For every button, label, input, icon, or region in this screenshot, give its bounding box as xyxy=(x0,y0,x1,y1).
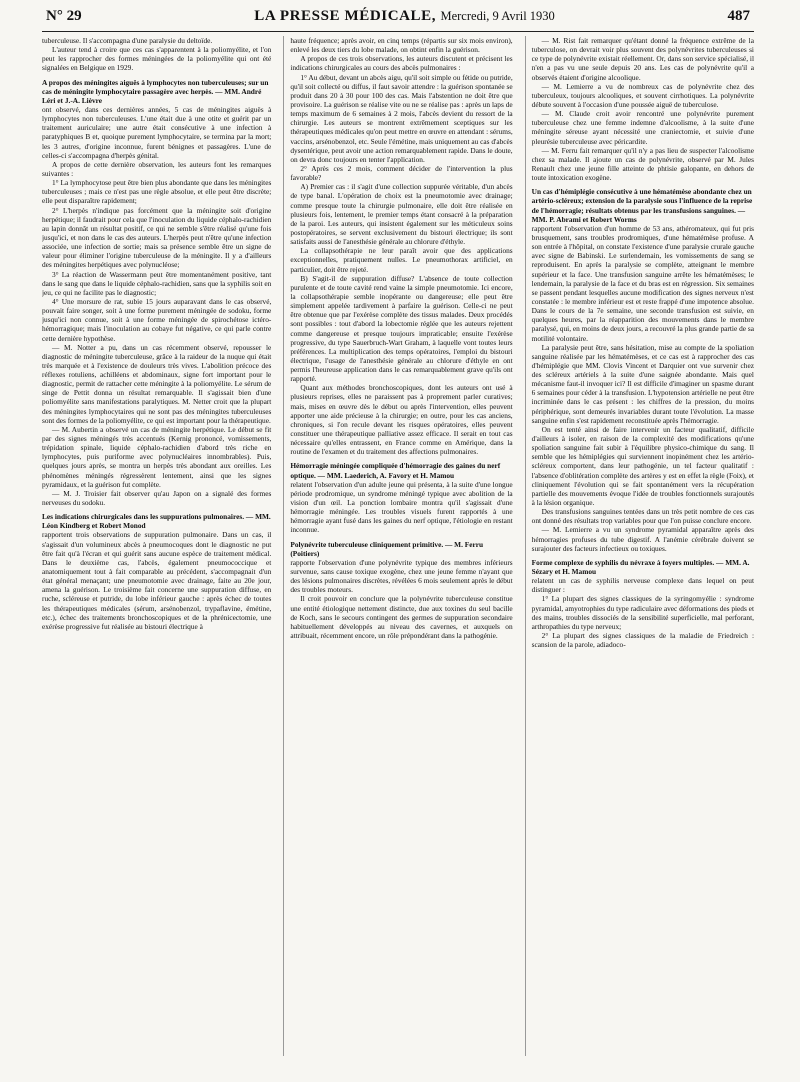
paragraph: tuberculeuse. Il s'accompagna d'une paralysie du deltoïde. xyxy=(42,36,213,45)
paragraph: relatent un cas de syphilis nerveuse complexe dans lequel on peut distinguer : xyxy=(531,576,754,595)
column-3 xyxy=(525,36,754,1056)
paragraph: Il croit pouvoir en conclure que la polynévrite tuberculeuse constitue une entité étiologique nettement distincte, due aux toxines du seul bacille de Koch, sans le secours contingent des germes de suppuration secondaire habituellement développés au niveau des cavernes, et auxquels on attribuait, récemment encore, un rôle prépondérant dans la pathogénie. xyxy=(290,594,513,640)
section-heading: Un cas d'hémiplégie consécutive à une hématémèse abondante chez un artério-scléreux; extension de la paralysie sous l'influence de la reprise de l'hémorragie; résultats obtenus par les transfusions sanguines. — MM. P. Abrami et Robert Worms xyxy=(531,187,753,224)
masthead xyxy=(254,8,555,25)
paragraph: On est tenté ainsi de faire intervenir un facteur qualitatif, difficile d'ailleurs à isoler, en raison de la complexité des modifications qu'une spoliation sanguine fait subir à l'équilibre physico-chimique du sang. Il semble que les hémiplégies qui surviennent inopinément chez les artério-scléreux comportent, dans leur pathogénie, un tel facteur qualitatif : l'absence d'oblitération complète des artères y est en effet la règle (Foix), et cliniquement l'évolution qui se fait spontanément vers la récupération partielle des mouvements évoque l'idée de troubles fonctionnels surajoutés à la lésion organique. xyxy=(531,424,754,508)
paragraph: 3° La réaction de Wassermann peut être momentanément positive, tant dans le sang que dans le liquide céphalo-rachidien, sans que la syphilis soit en jeu, ce qui ne facilite pas le diagnostic; xyxy=(42,269,272,297)
paragraph: relatent l'observation d'un adulte jeune qui présenta, à la suite d'une longue période prodromique, un syndrome méningé typique avec abolition de la vision d'un œil. La ponction lombaire montra qu'il s'agissait d'une hémorragie méningée. Les troubles visuels furent rapportés à une hémorragie ayant fusé dans les gaines du nerf optique, l'étiologie en restant inconnue. xyxy=(290,479,513,535)
paragraph: L'auteur tend à croire que ces cas s'apparentent à la poliomyélite, et l'on peut les rapprocher des formes méningées de la poliomyélite qui ont été signalées en Belgique en 1929. xyxy=(42,45,272,73)
paragraph: rapportent trois observations de suppuration pulmonaire. Dans un cas, il s'agissait d'un volumineux abcès à pneumocoques dont le diagnostic ne put être fait qu'à l'écran et qui guérit sans aucune espèce de traitement médical. Dans le deuxième cas, l'abcès, également pneumococcique et anatomiquement tout à fait comparable au précédent, s'accompagnait d'un état général menaçant; une pneumotomie avec drainage, faite au 20e jour, amena la guérison. Le troisième fait concerne une suppuration diffuse, en ruche, scléreuse et putride, du lobe inférieur gauche : après échec de toutes les thérapeutiques médicales (sérum, arsénobenzol, trypaflavine, émétine, etc.), échec des traitements bronchoscopiques et de la phrénicectomie, une exérèse progressive fut réalisée au bistouri électrique à xyxy=(42,530,272,631)
paragraph: 4° Une morsure de rat, subie 15 jours auparavant dans le cas observé, pouvait faire songer, soit à une forme purement méningée de sodoku, forme jusqu'ici non connue, soit à une forme méningée de spirochétose ictéro-hémorragique; mais l'inoculation au cobaye fut négative, ce qui parle contre cette dernière hypothèse. xyxy=(42,296,272,343)
paragraph: — M. J. Troisier fait observer qu'au Japon on a signalé des formes nerveuses du sodoku. xyxy=(42,488,272,508)
section-heading: Hémorragie méningée compliquée d'hémorragie des gaines du nerf optique. — MM. Laederich, A. Favory et H. Mamou xyxy=(290,461,501,480)
paragraph: La paralysie peut être, sans hésitation, mise au compte de la spoliation sanguine réalisée par les hématémèses, et ce cas est à rapprocher des cas d'hémiplégie que MM. Clovis Vincent et Darquier ont vue survenir chez des scléreux artériels à la suite d'une saignée abondante. Mais quel mécanisme faut-il invoquer ici? Il est difficile d'imaginer un spasme durant 6 semaines pour céder à la transfusion. L'hypotension artérielle ne peut être incriminée dans le cas présent : les chiffres de la pression, du moins périphérique, sont demeurés invariables durant toute l'évolution. La masse sanguine enfin s'est rapidement reconstituée après l'hémorragie. xyxy=(531,342,754,425)
paragraph: — M. Rist fait remarquer qu'étant donné la fréquence extrême de la tuberculose, on devrait voir plus souvent des polynévrites tuberculeuses si ce type de polynévrite existait réellement. Or, dans son service spécialisé, il n'en a pas vu une seule depuis 20 ans. Les cas de polynévrite qu'il a observés étaient d'origine alcoolique. xyxy=(531,36,754,82)
paragraph: rapporte l'observation d'une polynévrite typique des membres inférieurs survenue, sans cause toxique exogène, chez une jeune femme n'ayant que des lésions pulmonaires discrètes, révélées 6 mois seulement après le début des troubles moteurs. xyxy=(290,557,513,595)
article-columns xyxy=(42,36,754,1056)
paragraph: 2° La plupart des signes classiques de la maladie de Friedreich : scansion de la parole, adiadoco- xyxy=(531,631,754,650)
section-heading: Forme complexe de syphilis du névraxe à foyers multiples. — MM. A. Sézary et H. Mamou xyxy=(531,557,750,577)
paragraph: A) Premier cas : il s'agit d'une collection suppurée véritable, d'un abcès de type banal. L'opération de choix est la pneumotomie avec drainage; comme presque toute la chirurgie pulmonaire, elle doit être réalisée en plusieurs fois, lentement, le premier temps étant consacré à la préparation de la paroi. Les auteurs, qui insistent également sur les méticuleux soins postopératoires, se servent exclusivement du bistouri électrique; ils sont satisfaits aussi de l'anesthésie générale au chlorure d'éthyle. xyxy=(290,182,513,247)
paragraph: 1° Au début, devant un abcès aigu, qu'il soit simple ou fétide ou putride, qu'il soit collecté ou diffus, il faut savoir attendre : la guérison spontanée se produit dans 20 à 30 pour 100 des cas. Mais l'abstention ne doit être que provisoire. La guérison se réalise vite ou ne se réalise pas : après un laps de temps maximum de 6 semaines à 2 mois, l'abcès devient du ressort de la chirurgie. Les auteurs se montrent extrêmement sceptiques sur les thérapeutiques médicales qu'on peut mettre en œuvre en attendant : sérums, vaccins, arsénobenzol, etc. Seule l'émétine, mais uniquement au cas d'abcès dysentérique, peut avoir une action remarquablement rapide. Dans le doute, on devra donc toujours en tenter l'application. xyxy=(290,72,513,164)
paragraph: — M. Aubertin a observé un cas de méningite herpétique. Le début se fit par des signes méningés très accentués (Kernig prononcé, vomissements, trépidation spinale, liquide céphalo-rachidien d'abord très riche en lymphocytes, puis puriforme avec polynucléaires innombrables). Puis, quelques jours après, se montra un herpès très abondant aux oreilles. Les phénomènes méningés régressèrent lentement, ainsi que les signes pyramidaux, et la guérison fut complète. xyxy=(42,424,272,489)
issue-date: Mercredi, 9 Avril 1930 xyxy=(440,9,555,23)
paragraph: Quant aux méthodes bronchoscopiques, dont les auteurs ont usé à plusieurs reprises, elles ne paraissent pas à proprement parler curatives; mais, mises en œuvre dès le début ou après l'intervention, elles peuvent apporter une aide précieuse à la chirurgie; en outre, pour les cas anciens, chroniques, si l'on recule devant les risques opératoires, elles peuvent constituer une thérapeutique palliative assez efficace. Il serait en tout cas nécessaire qu'elles entrassent, en France comme en Amérique, dans la routine de l'examen et du traitement des affections pulmonaires. xyxy=(290,383,513,457)
paragraph: 2° Après ces 2 mois, comment décider de l'intervention la plus favorable? xyxy=(290,163,513,183)
paragraph: B) S'agit-il de suppuration diffuse? L'absence de toute collection purulente et de toute cavité rend vaine la simple pneumotomie. Ici encore, la collapsothérapie semble inopérante ou dangereuse; elle peut être simplement appelée tardivement à parfaire la guérison. Celle-ci ne peut être obtenue que par l'exérèse complète des tissus malades. Deux procédés sont possibles : tout d'abord la lobectomie réglée que les auteurs rejettent comme dangereuse et presque toujours impraticable; ensuite l'exérèse progressive, du type Sauerbruch-Wart Graham, à laquelle vont toutes leurs préférences. La multiplication des temps opératoires, l'emploi du bistouri électrique, l'usage de l'anesthésie générale au chlorure d'éthyle en ont permis l'heureuse application dans le cas remarquablement grave qu'ils ont rapporté. xyxy=(290,273,513,384)
paragraph: haute fréquence; après avoir, en cinq temps (répartis sur six mois environ), enlevé les deux tiers du lobe malade, on obtint enfin la guérison. xyxy=(290,36,513,55)
journal-title: LA PRESSE MÉDICALE, xyxy=(254,8,437,24)
section-heading: Polynévrite tuberculeuse cliniquement primitive. — M. Ferru (Poitiers) xyxy=(290,539,484,558)
section-heading: A propos des méningites aiguës à lymphocytes non tuberculeuses; sur un cas de méningite lymphocytaire passagère avec herpès. — MM. André Léri et J.-A. Lièvre xyxy=(42,77,269,105)
paragraph: 1° La lymphocytose peut être bien plus abondante que dans les méningites tuberculeuses ; mais ce n'est pas une règle absolue, et elle peut être discrète; elle peut disparaître rapidement; xyxy=(42,178,272,206)
paragraph: 2° L'herpès n'indique pas forcément que la méningite soit d'origine herpétique; il faudrait pour cela que l'inoculation du liquide céphalo-rachidien au lapin donnât un résultat positif, ce qui ne semble s'être réalisé qu'une fois jusqu'ici, et non dans le cas des auteurs. L'herpès peut n'être qu'une infection associée, une infection de sortie; mais sa présence semble être un signe de valeur pour éliminer l'origine tuberculeuse de la méningite. Il y a d'ailleurs des méningites herpétiques avec polynucléose; xyxy=(42,205,272,270)
page-number: 487 xyxy=(727,8,750,24)
paragraph: — M. Lemierre a vu un syndrome pyramidal apparaître après des hémorragies profuses du tube digestif. A l'anémie cérébrale doivent se surajouter des facteurs infectieux ou toxiques. xyxy=(531,525,754,553)
paragraph: — M. Lemierre a vu de nombreux cas de polynévrite chez des tuberculeux, toujours alcooliques, et souvent cirrhotiques. La polynévrite débute souvent à l'occasion d'une poussée aiguë de tuberculose. xyxy=(531,81,754,109)
paragraph: ont observé, dans ces dernières années, 5 cas de méningites aiguës à lymphocytes non tuberculeuses. L'une était due à une otite et guérit par un traitement auriculaire; une autre était consécutive à une infection à paratyphiques B et, quoique purement lymphocytaire, se termina par la mort; les 3 autres, d'origine inconnue, furent bénignes et passagères. L'une de celles-ci s'accompagna d'herpès génital. xyxy=(42,104,272,160)
paragraph: — M. Ferru fait remarquer qu'il n'y a pas lieu de suspecter l'alcoolisme chez sa malade. Il ajoute un cas de polynévrite, observé par M. Jules Renault chez une jeune fille atteinte de phtisie galopante, en dehors de toute intoxication exogène. xyxy=(531,145,754,183)
paragraph: Des transfusions sanguines tentées dans un très petit nombre de ces cas ont donné des résultats trop variables pour que l'on puisse conclure encore. xyxy=(531,507,754,526)
paragraph: — M. Claude croit avoir rencontré une polynévrite purement tuberculeuse chez une femme indemne d'alcoolisme, à la suite d'une méningite séreuse ayant nécessité une craniectomie, et suivie d'une pleurésie tuberculeuse avec péricardite. xyxy=(531,109,754,146)
page-header xyxy=(42,8,754,32)
paragraph: 1° La plupart des signes classiques de la syringomyélie : syndrome pyramidal, amyotrophies du type radiculaire avec déformations des pieds et des mains, troubles dissociés de la sensibilité superficielle, mal perforant, arthropathies du type nerveux; xyxy=(531,594,754,631)
paragraph: rapportent l'observation d'un homme de 53 ans, athéromateux, qui fut pris brusquement, sans troubles prodromiques, d'une hématémèse profuse. A son entrée à l'hôpital, on constate l'existence d'une paralysie crurale gauche avec signe de Babinski. Le surlendemain, les vomissements de sang se reproduisent. En après la paralysie se complète, atteignant le membre supérieur et la face. Une transfusion sanguine arrête les hématémèses; le lendemain, la paralysie de la face et du bras est en régression. Six semaines se passent pendant lesquelles aucune modification des signes nerveux n'est constatée : le membre inférieur est et reste frappé d'une impotence absolue. Dans le cours de la 7e semaine, une seconde transfusion est suivie, en quelques heures, par la réapparition des mouvements dans le membre paralysé, qui, en moins de deux jours, a recouvré la plus grande partie de sa motilité volontaire. xyxy=(531,223,754,343)
column-1 xyxy=(42,36,271,1056)
paragraph: A propos de ces trois observations, les auteurs discutent et précisent les indications chirurgicales au cours des abcès pulmonaires : xyxy=(290,54,513,73)
paragraph: A propos de cette dernière observation, les auteurs font les remarques suivantes : xyxy=(42,159,272,178)
column-2 xyxy=(283,36,512,1056)
section-heading: Les indications chirurgicales dans les suppurations pulmonaires. — MM. Léon Kindberg et Robert Monod xyxy=(42,512,271,531)
issue-number: N° 29 xyxy=(46,8,82,24)
paragraph: La collapsothérapie ne leur paraît avoir que des applications exceptionnelles, pratiquement nulles. Le pneumothorax artificiel, en particulier, doit être rejeté. xyxy=(290,246,513,274)
paragraph: — M. Notter a pu, dans un cas récemment observé, repousser le diagnostic de méningite tuberculeuse, grâce à la raideur de la nuque qui était très marquée et à l'existence de douleurs très vives. L'abolition précoce des réflexes rotuliens, achilléens et abdominaux, signe fort important pour le diagnostic, permit de rattacher cette méningite à la poliomyélite. Le sérum de singe de Pettit donna un résultat remarquable. Il s'agissait bien d'une poliomyélite sans manifestations paralytiques. M. Netter croit que la plupart des méningites lymphocytaires qui ne sont pas des méningites tuberculeuses sont des formes de la poliomyélite, ce qui est important pour la thérapeutique. xyxy=(42,342,272,425)
